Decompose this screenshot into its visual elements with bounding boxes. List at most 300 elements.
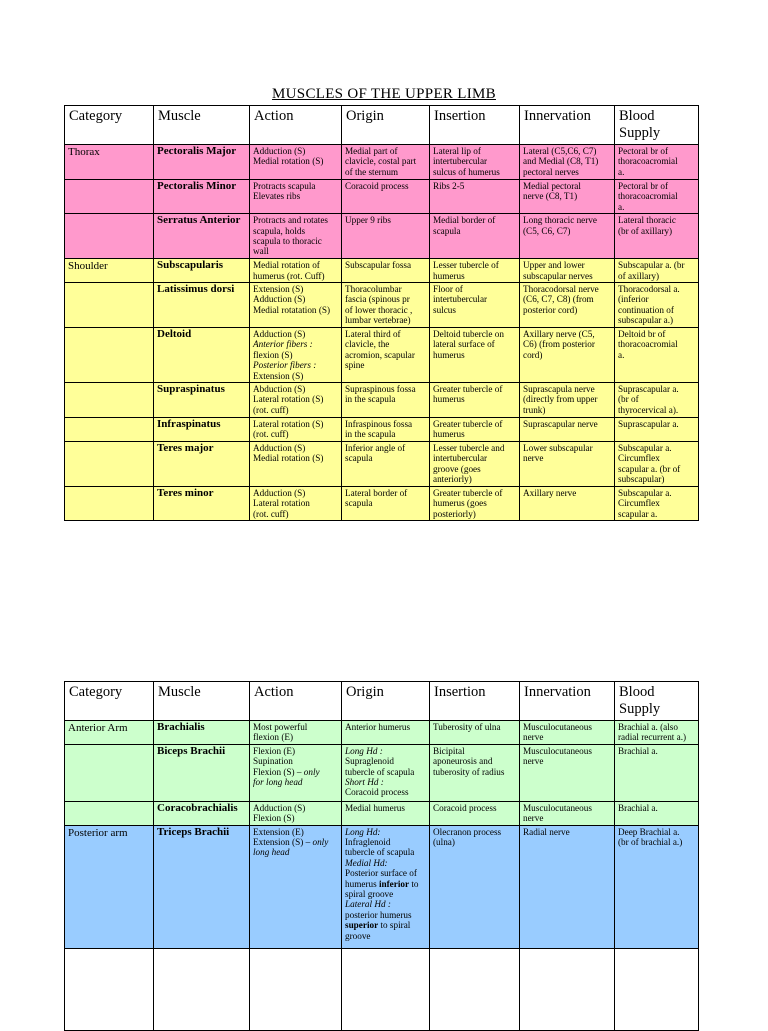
cell-muscle: Deltoid — [154, 328, 250, 383]
cell-line: flexion (E) — [253, 732, 294, 743]
cell-line: Brachial a. — [618, 745, 658, 756]
cell-line: Floor of — [433, 284, 463, 295]
upper-limb-table-thorax-shoulder — [64, 105, 699, 521]
cell-line: scapula, holds — [253, 225, 306, 236]
cell-blood — [615, 486, 699, 520]
cell-line: Supraspinous fossa — [345, 384, 416, 395]
cell-action — [250, 180, 342, 214]
cell-category — [65, 180, 154, 214]
cell-line: lumbar vertebrae) — [345, 315, 411, 326]
cell-line: for long head — [253, 777, 303, 788]
cell-line: scapula — [345, 498, 373, 509]
cell-line: Abduction (S) — [253, 384, 306, 395]
cell-line: humerus — [433, 429, 465, 440]
cell-category — [65, 418, 154, 442]
cell-line: Anterior fibers : — [253, 339, 313, 350]
cell-action — [250, 328, 342, 383]
cell-line: Medial humerus — [345, 802, 405, 813]
cell-action — [250, 383, 342, 418]
cell-line: Greater tubercle of — [433, 487, 503, 498]
cell-innervation — [520, 721, 615, 745]
table-row — [65, 259, 699, 283]
cell-category: Anterior Arm — [65, 721, 154, 745]
cell-line: thyrocervical a). — [618, 404, 679, 415]
cell-blood — [615, 441, 699, 486]
cell-line: clavicle, costal part — [345, 156, 417, 167]
cell-action — [250, 486, 342, 520]
cell-line: of the sternum — [345, 166, 399, 177]
cell-innervation — [520, 145, 615, 180]
cell-line: tuberosity of radius — [433, 766, 505, 777]
cell-line: (directly from upper — [523, 394, 598, 405]
cell-line: Coracoid process — [433, 802, 497, 813]
cell-line: Supraglenoid — [345, 756, 394, 767]
cell-line: Upper and lower — [523, 260, 585, 271]
cell-line: nerve — [523, 813, 544, 824]
cell-insertion — [430, 283, 520, 328]
header-action: Action — [250, 682, 342, 721]
cell-line: scapula — [433, 225, 461, 236]
cell-innervation — [520, 283, 615, 328]
cell-line: in the scapula — [345, 394, 396, 405]
cell-line: long head — [253, 847, 290, 858]
table-row — [65, 744, 699, 801]
cell-origin — [342, 328, 430, 383]
cell-line: Suprascapular a. — [618, 419, 679, 430]
cell-line: Musculocutaneous — [523, 722, 592, 732]
header-innervation: Innervation — [520, 682, 615, 721]
cell-category — [65, 328, 154, 383]
cell-line: humerus — [433, 270, 465, 281]
cell-line: thoracoacromial — [618, 191, 678, 202]
cell-line: Protracts scapula — [253, 181, 316, 191]
cell-line: Subscapular a. — [618, 442, 672, 453]
cell-line: scapular a. (br of — [618, 463, 681, 474]
cell-innervation — [520, 441, 615, 486]
empty-cell — [615, 948, 699, 1030]
cell-line: humerus — [433, 394, 465, 405]
cell-line: Greater tubercle of — [433, 419, 503, 430]
table-row — [65, 145, 699, 180]
cell-line: Long Hd: — [345, 826, 381, 837]
cell-line: of lower thoracic , — [345, 304, 413, 315]
cell-line: Axillary nerve (C5, — [523, 329, 595, 340]
cell-muscle: Subscapularis — [154, 259, 250, 283]
cell-blood — [615, 180, 699, 214]
cell-line: Medial border of — [433, 215, 496, 226]
cell-line: Extension (S) — [253, 370, 304, 381]
cell-line: Suprascapula nerve — [523, 384, 595, 395]
cell-line: Coracoid process — [345, 787, 409, 798]
cell-line: Adduction (S) — [253, 146, 306, 156]
cell-line: (br of — [618, 394, 639, 405]
cell-origin — [342, 283, 430, 328]
cell-insertion — [430, 721, 520, 745]
cell-line: Adduction (S) — [253, 802, 306, 813]
cell-line: Lateral third of — [345, 329, 401, 340]
cell-line: groove (goes — [433, 463, 481, 474]
cell-line: Extension (S) – only — [253, 837, 329, 848]
cell-line: Most powerful — [253, 722, 308, 732]
cell-category — [65, 283, 154, 328]
cell-line: Deep Brachial a. — [618, 826, 680, 837]
cell-line: Radial nerve — [523, 826, 570, 837]
cell-line: Upper 9 ribs — [345, 215, 391, 226]
cell-line: Supination — [253, 756, 293, 767]
header-insertion: Insertion — [430, 106, 520, 145]
cell-line: Long thoracic nerve — [523, 215, 597, 226]
cell-innervation — [520, 383, 615, 418]
cell-line: Lesser tubercle of — [433, 260, 499, 271]
table-row — [65, 180, 699, 214]
cell-line: flexion (S) — [253, 349, 293, 360]
cell-muscle: Pectoralis Minor — [154, 180, 250, 214]
empty-cell — [250, 948, 342, 1030]
cell-action — [250, 744, 342, 801]
cell-line: subscapular a.) — [618, 315, 674, 326]
cell-line: Extension (S) — [253, 284, 304, 295]
cell-line: Medial rotatation (S) — [253, 304, 331, 315]
cell-line: nerve — [523, 453, 544, 464]
table-row — [65, 328, 699, 383]
cell-innervation — [520, 328, 615, 383]
cell-line: Medial Hd: — [345, 857, 388, 868]
cell-insertion — [430, 259, 520, 283]
cell-line: Adduction (S) — [253, 442, 306, 453]
cell-innervation — [520, 486, 615, 520]
cell-line: Musculocutaneous — [523, 802, 592, 813]
cell-line: Medial rotation (S) — [253, 453, 324, 464]
cell-muscle: Brachialis — [154, 721, 250, 745]
cell-line: Infraglenoid — [345, 837, 391, 848]
cell-line: Adduction (S) — [253, 294, 306, 305]
cell-line: (br of brachial a.) — [618, 837, 683, 848]
cell-line: scapula — [345, 453, 373, 464]
header-category: Category — [65, 682, 154, 721]
cell-line: Flexion (S) – only — [253, 766, 320, 777]
cell-line: Lateral rotation — [253, 498, 310, 509]
cell-line: Long Hd : — [345, 745, 383, 756]
empty-cell — [520, 948, 615, 1030]
header-muscle: Muscle — [154, 682, 250, 721]
cell-action — [250, 283, 342, 328]
header-muscle: Muscle — [154, 106, 250, 145]
cell-category — [65, 214, 154, 259]
cell-line: Thoracodorsal nerve — [523, 284, 599, 295]
cell-line: Olecranon process — [433, 826, 502, 837]
cell-line: Subscapular fossa — [345, 260, 412, 271]
cell-category — [65, 441, 154, 486]
empty-row — [65, 948, 699, 1030]
cell-innervation — [520, 825, 615, 948]
cell-blood — [615, 259, 699, 283]
cell-line: Flexion (S) — [253, 813, 295, 824]
header-action: Action — [250, 106, 342, 145]
cell-insertion — [430, 825, 520, 948]
cell-muscle: Serratus Anterior — [154, 214, 250, 259]
cell-line: and Medial (C8, T1) — [523, 156, 599, 167]
cell-line: Brachial a. — [618, 802, 658, 813]
cell-line: Anterior humerus — [345, 722, 411, 732]
cell-line: Inferior angle of — [345, 442, 406, 453]
cell-insertion — [430, 180, 520, 214]
table-row — [65, 214, 699, 259]
cell-line: Thoracolumbar — [345, 284, 402, 295]
cell-line: Circumflex — [618, 498, 660, 509]
cell-line: spiral groove — [345, 889, 394, 900]
cell-insertion — [430, 744, 520, 801]
cell-line: nerve — [523, 756, 544, 767]
cell-origin — [342, 486, 430, 520]
cell-blood — [615, 214, 699, 259]
table-row — [65, 825, 699, 948]
cell-blood — [615, 744, 699, 801]
cell-line: acromion, scapular — [345, 349, 415, 360]
cell-blood — [615, 801, 699, 825]
empty-cell — [65, 948, 154, 1030]
cell-blood — [615, 328, 699, 383]
empty-cell — [430, 948, 520, 1030]
cell-action — [250, 145, 342, 180]
cell-muscle: Infraspinatus — [154, 418, 250, 442]
header-blood-supply: Blood Supply — [615, 106, 699, 145]
cell-category — [65, 801, 154, 825]
cell-line: a. — [618, 349, 625, 360]
cell-line: continuation of — [618, 304, 674, 315]
table-row — [65, 383, 699, 418]
cell-muscle: Teres minor — [154, 486, 250, 520]
cell-line: intertubercular — [433, 453, 488, 464]
cell-line: nerve — [523, 732, 544, 743]
cell-line: clavicle, the — [345, 339, 390, 350]
table-header-row — [65, 682, 699, 721]
cell-line: (rot. cuff) — [253, 429, 289, 440]
cell-origin — [342, 744, 430, 801]
cell-action — [250, 825, 342, 948]
cell-line: Lateral thoracic — [618, 215, 676, 226]
cell-line: Pectoral br of — [618, 146, 669, 156]
cell-line: (br of axillary) — [618, 225, 673, 236]
cell-action — [250, 418, 342, 442]
table-row — [65, 418, 699, 442]
cell-line: Brachial a. (also — [618, 722, 678, 732]
cell-origin — [342, 418, 430, 442]
cell-innervation — [520, 418, 615, 442]
cell-origin — [342, 825, 430, 948]
cell-line: Medial part of — [345, 146, 398, 156]
cell-line: Flexion (E) — [253, 745, 296, 756]
cell-line: sulcus — [433, 304, 456, 315]
cell-line: Musculocutaneous — [523, 745, 592, 756]
cell-line: pectoral nerves — [523, 166, 579, 177]
cell-line: cord) — [523, 349, 543, 360]
cell-line: scapular a. — [618, 508, 658, 519]
cell-insertion — [430, 383, 520, 418]
header-origin: Origin — [342, 682, 430, 721]
cell-insertion — [430, 486, 520, 520]
header-innervation: Innervation — [520, 106, 615, 145]
cell-line: Thoracodorsal a. — [618, 284, 680, 295]
cell-action — [250, 259, 342, 283]
cell-line: anteriorly) — [433, 474, 472, 485]
cell-line: tubercle of scapula — [345, 847, 415, 858]
cell-line: scapula to thoracic — [253, 236, 322, 247]
cell-category — [65, 383, 154, 418]
cell-category: Posterior arm — [65, 825, 154, 948]
cell-line: trunk) — [523, 404, 546, 415]
cell-line: Subscapular a. (br — [618, 260, 685, 271]
cell-muscle: Teres major — [154, 441, 250, 486]
cell-line: posterior cord) — [523, 304, 578, 315]
table-row — [65, 441, 699, 486]
cell-innervation — [520, 180, 615, 214]
cell-line: thoracoacromial — [618, 156, 678, 167]
cell-line: Subscapular a. — [618, 487, 672, 498]
cell-line: Medial rotation (S) — [253, 156, 324, 167]
cell-line: Elevates ribs — [253, 191, 301, 202]
cell-line: superior to spiral — [345, 920, 411, 931]
cell-origin — [342, 383, 430, 418]
cell-muscle: Coracobrachialis — [154, 801, 250, 825]
cell-line: Posterior fibers : — [253, 360, 317, 371]
cell-line: a. — [618, 166, 625, 177]
page-title: MUSCLES OF THE UPPER LIMB — [272, 86, 496, 102]
cell-line: (rot. cuff) — [253, 508, 289, 519]
cell-line: Lesser tubercle and — [433, 442, 505, 453]
cell-line: Lateral rotation (S) — [253, 419, 324, 430]
cell-action — [250, 801, 342, 825]
cell-action — [250, 441, 342, 486]
cell-line: Pectoral br of — [618, 181, 669, 191]
cell-category — [65, 744, 154, 801]
cell-insertion — [430, 214, 520, 259]
cell-line: Deltoid tubercle on — [433, 329, 504, 340]
cell-category — [65, 486, 154, 520]
cell-blood — [615, 145, 699, 180]
header-insertion: Insertion — [430, 682, 520, 721]
cell-muscle: Pectoralis Major — [154, 145, 250, 180]
cell-line: Lower subscapular — [523, 442, 593, 453]
cell-line: Lateral (C5,C6, C7) — [523, 146, 597, 156]
cell-category: Shoulder — [65, 259, 154, 283]
cell-category: Thorax — [65, 145, 154, 180]
cell-line: intertubercular — [433, 294, 488, 305]
cell-line: aponeurosis and — [433, 756, 493, 767]
cell-line: Medial pectoral — [523, 181, 581, 191]
cell-line: intertubercular — [433, 156, 488, 167]
cell-line: thoracoacromial — [618, 339, 678, 350]
cell-blood — [615, 283, 699, 328]
table-row — [65, 721, 699, 745]
cell-muscle: Triceps Brachii — [154, 825, 250, 948]
cell-line: Ribs 2-5 — [433, 181, 465, 191]
cell-line: wall — [253, 246, 269, 257]
cell-insertion — [430, 328, 520, 383]
cell-line: sulcus of humerus — [433, 166, 500, 177]
empty-cell — [154, 948, 250, 1030]
cell-line: groove — [345, 930, 371, 941]
cell-line: Greater tubercle of — [433, 384, 503, 395]
cell-line: tubercle of scapula — [345, 766, 415, 777]
cell-line: Circumflex — [618, 453, 660, 464]
cell-line: in the scapula — [345, 429, 396, 440]
cell-muscle: Latissimus dorsi — [154, 283, 250, 328]
cell-line: Bicipital — [433, 745, 465, 756]
cell-blood — [615, 721, 699, 745]
cell-line: Suprascapular a. — [618, 384, 679, 395]
cell-line: (rot. cuff) — [253, 404, 289, 415]
cell-origin — [342, 145, 430, 180]
cell-innervation — [520, 214, 615, 259]
cell-origin — [342, 180, 430, 214]
cell-line: Lateral rotation (S) — [253, 394, 324, 405]
upper-limb-table-arm — [64, 681, 699, 1031]
cell-insertion — [430, 801, 520, 825]
cell-line: subscapular) — [618, 474, 665, 485]
cell-insertion — [430, 441, 520, 486]
cell-muscle: Biceps Brachii — [154, 744, 250, 801]
cell-line: (inferior — [618, 294, 649, 305]
cell-action — [250, 214, 342, 259]
table-row — [65, 486, 699, 520]
cell-line: Protracts and rotates — [253, 215, 329, 226]
cell-line: Lateral lip of — [433, 146, 481, 156]
cell-line: posteriorly) — [433, 508, 476, 519]
cell-line: Lateral border of — [345, 487, 408, 498]
empty-cell — [342, 948, 430, 1030]
cell-line: Posterior surface of — [345, 868, 417, 879]
cell-line: humerus (rot. Cuff) — [253, 270, 325, 281]
cell-line: Suprascapular nerve — [523, 419, 598, 430]
cell-line: nerve (C8, T1) — [523, 191, 578, 202]
cell-blood — [615, 383, 699, 418]
cell-origin — [342, 441, 430, 486]
cell-innervation — [520, 801, 615, 825]
cell-line: of axillary) — [618, 270, 660, 281]
cell-line: humerus inferior to — [345, 878, 419, 889]
cell-line: Adduction (S) — [253, 329, 306, 340]
cell-line: humerus — [433, 349, 465, 360]
cell-line: Medial rotation of — [253, 260, 320, 271]
cell-line: Coracoid process — [345, 181, 409, 191]
cell-line: subscapular nerves — [523, 270, 593, 281]
cell-line: humerus (goes — [433, 498, 487, 509]
cell-line: (C6, C7, C8) (from — [523, 294, 594, 305]
cell-line: (C5, C6, C7) — [523, 225, 571, 236]
cell-line: spine — [345, 360, 365, 371]
cell-line: fascia (spinous pr — [345, 294, 410, 305]
cell-line: Lateral Hd : — [345, 899, 391, 910]
cell-line: radial recurrent a.) — [618, 732, 687, 743]
cell-action — [250, 721, 342, 745]
cell-line: lateral surface of — [433, 339, 495, 350]
cell-line: Extension (E) — [253, 826, 304, 837]
cell-innervation — [520, 259, 615, 283]
cell-origin — [342, 801, 430, 825]
header-blood-supply: Blood Supply — [615, 682, 699, 721]
cell-origin — [342, 214, 430, 259]
cell-origin — [342, 721, 430, 745]
cell-insertion — [430, 418, 520, 442]
cell-line: Adduction (S) — [253, 487, 306, 498]
table-row — [65, 283, 699, 328]
cell-muscle: Supraspinatus — [154, 383, 250, 418]
cell-line: a. — [618, 201, 625, 212]
cell-origin — [342, 259, 430, 283]
header-origin: Origin — [342, 106, 430, 145]
cell-line: Axillary nerve — [523, 487, 577, 498]
cell-line: C6) (from posterior — [523, 339, 595, 350]
